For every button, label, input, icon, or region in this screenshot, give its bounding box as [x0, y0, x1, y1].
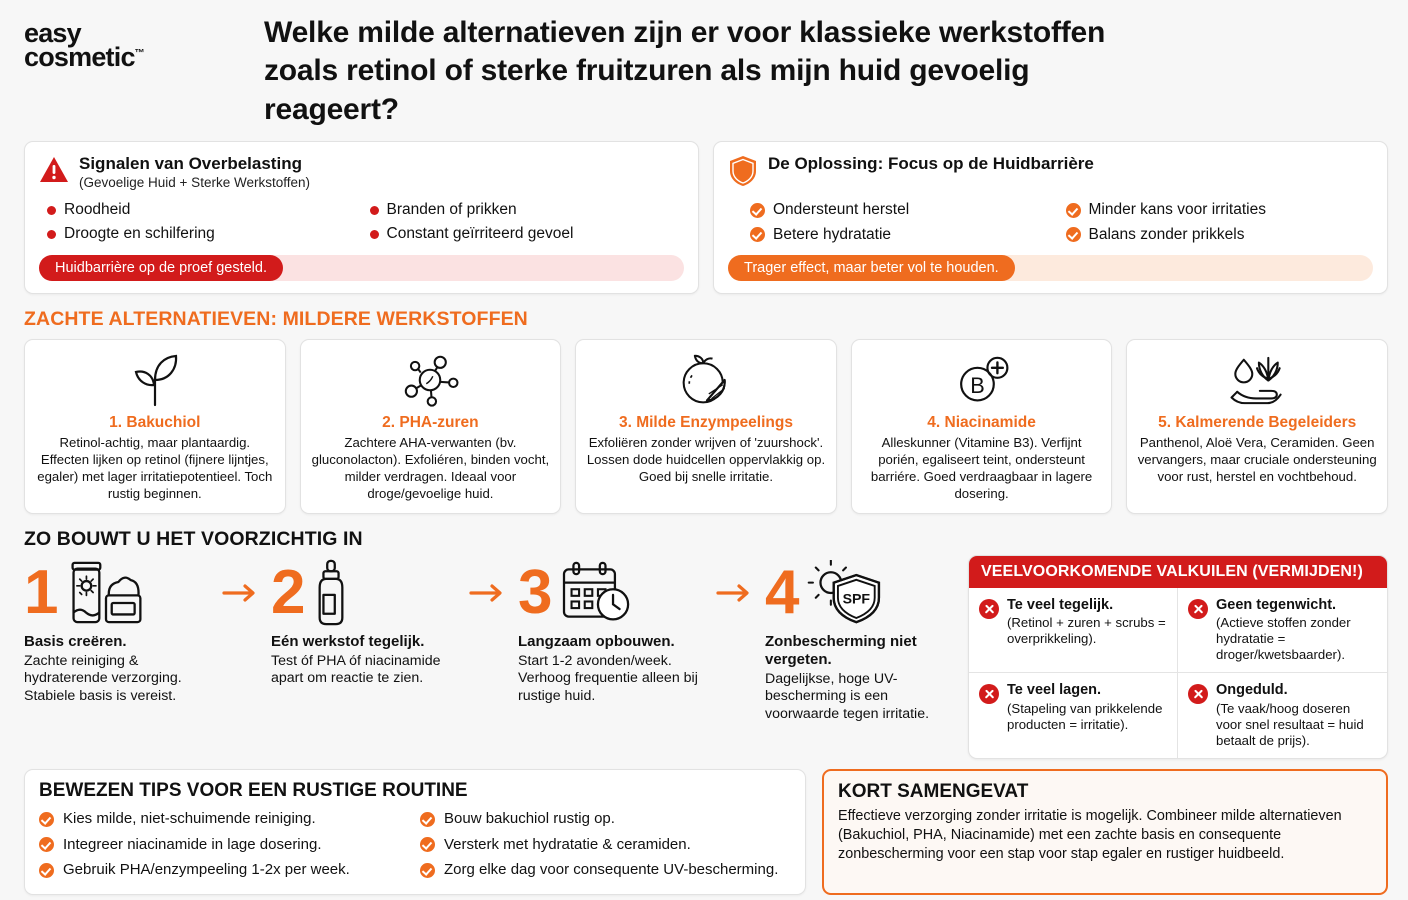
list-item — [420, 859, 791, 882]
check-circle-icon — [750, 203, 765, 218]
alternative-card-body: Exfoliëren zonder wrijven of 'zuurshock'. Lossen dode huidcellen oppervlakkig op. Goed bij snelle irritatie. — [586, 435, 826, 484]
list-item-label: Kies milde, niet-schuimende reiniging. — [63, 810, 316, 828]
list-item-label: Zorg elke dag voor consequente UV-bescherming. — [444, 861, 779, 879]
citrus-fruit-icon — [586, 352, 826, 408]
list-item-label: Branden of prikken — [386, 200, 517, 218]
svg-text:SPF: SPF — [843, 590, 871, 607]
brand-logo — [24, 14, 264, 70]
list-item-label: Bouw bakuchiol rustig op. — [444, 810, 615, 828]
list-item — [39, 859, 410, 882]
warning-panel — [24, 141, 699, 294]
alternative-card-title: 3. Milde Enzympeelings — [618, 414, 793, 432]
tips-heading: BEWEZEN TIPS VOOR EEN RUSTIGE ROUTINE — [39, 780, 468, 802]
list-item-label: Integreer niacinamide in lage dosering. — [63, 835, 322, 853]
step-number: 1 — [24, 557, 57, 627]
step-visual — [518, 555, 707, 631]
bullet-dot-icon — [47, 230, 56, 239]
solution-ribbon-track — [728, 255, 1373, 281]
svg-text:B: B — [969, 372, 985, 398]
summary-panel — [822, 769, 1388, 895]
list-item — [750, 224, 1058, 246]
alternative-card-title: 1. Bakuchiol — [109, 414, 201, 432]
bottom-row — [0, 759, 1408, 900]
step-desc: Dagelijkse, hoge UV-bescherming is een voorwaarde tegen irritatie. — [765, 670, 930, 723]
tips-grid — [39, 808, 791, 882]
brand-line-1: easy — [24, 18, 81, 48]
bullet-dot-icon — [370, 206, 379, 215]
list-item-label: Constant geïrriteerd gevoel — [386, 225, 574, 243]
pitfall-title: Geen tegenwicht. — [1216, 596, 1337, 613]
alternatives-cards — [0, 339, 1408, 514]
alternative-card-body: Zachtere AHA-verwanten (bv. gluconolacton). Exfoliéren, binden vocht, milder verdragen. Ideaal voor droge/gevoelige huid. — [311, 435, 550, 501]
alternative-card — [1126, 339, 1388, 514]
step-title: Zonbescherming niet vergeten. — [765, 632, 917, 668]
step-visual — [271, 555, 460, 631]
pitfalls-heading: VEELVOORKOMENDE VALKUILEN (VERMIJDEN!) — [969, 556, 1387, 588]
calendar-clock-icon — [558, 560, 636, 626]
alternative-card-body: Panthenol, Aloë Vera, Ceramiden. Geen vervangers, maar cruciale ondersteuning voor rust, herstel en vochtbehoud. — [1137, 435, 1377, 484]
bullet-dot-icon — [47, 206, 56, 215]
sun-spf-shield-icon — [805, 560, 885, 626]
list-item — [370, 199, 685, 221]
shield-icon — [728, 155, 758, 187]
step-visual — [765, 555, 954, 631]
steps-container — [24, 555, 954, 724]
step-desc: Start 1-2 avonden/week. Verhoog frequentie alleen bij rustige huid. — [518, 652, 698, 705]
hand-aloe-drop-icon — [1137, 352, 1377, 408]
step-number: 4 — [765, 557, 798, 627]
alternative-card-body: Retinol-achtig, maar plantaardig. Effecten lijken op retinol (fijnere lijntjes, egaler) met lager irritatiepotentieel. Toch rustig beginnen. — [37, 435, 273, 501]
check-circle-icon — [1066, 203, 1081, 218]
list-item-label: Versterk met hydratatie & ceramiden. — [444, 835, 691, 853]
step-number: 3 — [518, 557, 551, 627]
list-item — [39, 808, 410, 831]
pitfall-item — [969, 588, 1178, 674]
x-circle-icon — [979, 599, 999, 619]
pitfall-desc: (Actieve stoffen zonder hydratatie = droger/kwetsbaarder). — [1216, 615, 1351, 663]
step-desc: Test óf PHA óf niacinamide apart om reactie te zien. — [271, 652, 441, 687]
tips-panel — [24, 769, 806, 895]
pitfall-desc: (Te vaak/hoog doseren voor snel resultaat = huid betaalt de prijs). — [1216, 700, 1364, 748]
list-item — [47, 223, 362, 245]
alternative-card-title: 2. PHA-zuren — [382, 414, 479, 432]
step-title: Eén werkstof tegelijk. — [271, 632, 425, 650]
x-circle-icon — [1188, 684, 1208, 704]
build-step — [518, 555, 707, 706]
list-item — [1066, 199, 1374, 221]
bullet-dot-icon — [370, 230, 379, 239]
molecule-icon — [311, 352, 551, 408]
brand-line-2: cosmetic — [24, 41, 135, 72]
list-item — [47, 199, 362, 221]
alternative-card — [300, 339, 562, 514]
build-step — [24, 555, 213, 706]
warning-panel-title: Signalen van Overbelasting — [79, 154, 302, 174]
check-circle-icon — [750, 227, 765, 242]
alternative-card — [575, 339, 837, 514]
tube-and-jar-icon — [64, 559, 148, 626]
alternative-card — [24, 339, 286, 514]
check-circle-icon — [420, 863, 435, 878]
warning-ribbon-label: Huidbarrière op de proef gesteld. — [39, 255, 283, 281]
list-item — [420, 834, 791, 857]
arrow-right-icon — [707, 555, 765, 631]
check-circle-icon — [420, 837, 435, 852]
arrow-right-icon — [460, 555, 518, 631]
summary-body: Effectieve verzorging zonder irritatie is mogelijk. Combineer milde alternatieven (Bakuchiol, PHA, Niacinamide) met een zachte basis en consequente zonbescherming voor een stap voor stap egaler en rustiger huidbeeld. — [838, 808, 1342, 863]
list-item — [370, 223, 685, 245]
x-circle-icon — [1188, 599, 1208, 619]
check-circle-icon — [1066, 227, 1081, 242]
alternative-card-title: 4. Niacinamide — [927, 414, 1036, 432]
step-title: Basis creëren. — [24, 632, 127, 650]
list-item-label: Gebruik PHA/enzympeeling 1-2x per week. — [63, 861, 350, 879]
check-circle-icon — [39, 863, 54, 878]
list-item — [420, 808, 791, 831]
solution-ribbon-label: Trager effect, maar beter vol te houden. — [728, 255, 1015, 281]
list-item-label: Roodheid — [64, 200, 131, 218]
alternative-card — [851, 339, 1113, 514]
pitfall-item — [1178, 588, 1387, 674]
warning-bullet-list — [47, 199, 684, 246]
summary-heading: KORT SAMENGEVAT — [838, 781, 1029, 803]
pitfall-title: Ongeduld. — [1216, 682, 1288, 699]
pitfalls-grid — [969, 588, 1387, 758]
pitfall-title: Te veel lagen. — [1007, 682, 1102, 699]
buildup-heading: ZO BOUWT U HET VOORZICHTIG IN — [24, 527, 363, 550]
build-step — [271, 555, 460, 689]
list-item — [39, 834, 410, 857]
pitfall-title: Te veel tegelijk. — [1007, 596, 1114, 613]
list-item-label: Balans zonder prikkels — [1088, 225, 1245, 243]
step-visual — [24, 555, 213, 631]
alternatives-heading: ZACHTE ALTERNATIEVEN: MILDERE WERKSTOFFEN — [24, 308, 528, 331]
header — [0, 0, 1408, 135]
pitfall-item — [1178, 673, 1387, 758]
pitfalls-panel — [968, 555, 1388, 759]
list-item-label: Droogte en schilfering — [64, 225, 215, 243]
vitamin-b-plus-icon — [862, 352, 1102, 408]
steps-row — [24, 555, 954, 724]
solution-panel-title: De Oplossing: Focus op de Huidbarrière — [768, 154, 1094, 174]
pitfall-item — [969, 673, 1178, 758]
arrow-right-icon — [213, 555, 271, 631]
list-item-label: Ondersteunt herstel — [773, 201, 910, 219]
check-circle-icon — [39, 837, 54, 852]
warning-panel-head — [39, 154, 684, 191]
x-circle-icon — [979, 684, 999, 704]
step-number: 2 — [271, 557, 304, 627]
page-title: Welke milde alternatieven zijn er voor klassieke werkstoffen zoals retinol of sterke fruitzuren als mijn huid gevoelig reageert? — [264, 16, 1106, 126]
list-item — [1066, 224, 1374, 246]
leaf-plant-icon — [35, 352, 275, 408]
warning-triangle-icon — [39, 156, 69, 184]
trademark-symbol: ™ — [134, 47, 144, 59]
alternative-card-title: 5. Kalmerende Begeleiders — [1158, 414, 1357, 432]
check-circle-icon — [420, 812, 435, 827]
check-circle-icon — [39, 812, 54, 827]
warning-panel-subtitle: (Gevoelige Huid + Sterke Werkstoffen) — [79, 174, 310, 190]
step-title: Langzaam opbouwen. — [518, 632, 675, 650]
middle-row — [0, 555, 1408, 759]
list-item — [750, 199, 1058, 221]
pitfall-desc: (Retinol + zuren + scrubs = overprikkeling). — [1007, 615, 1166, 647]
dropper-bottle-icon — [311, 559, 351, 627]
solution-panel — [713, 141, 1388, 294]
warning-ribbon-track — [39, 255, 684, 281]
pitfall-desc: (Stapeling van prikkelende producten = irritatie). — [1007, 700, 1163, 732]
solution-bullet-list — [750, 199, 1373, 246]
build-step — [765, 555, 954, 724]
top-panels-row — [0, 135, 1408, 294]
solution-panel-head — [728, 154, 1373, 187]
step-desc: Zachte reiniging & hydraterende verzorging. Stabiele basis is vereist. — [24, 652, 182, 705]
list-item-label: Minder kans voor irritaties — [1088, 201, 1266, 219]
list-item-label: Betere hydratatie — [773, 225, 892, 243]
alternative-card-body: Alleskunner (Vitamine B3). Verfijnt porién, egaliseert teint, ondersteunt barriére. Goed verdraagbaar in lagere dosering. — [870, 435, 1093, 501]
